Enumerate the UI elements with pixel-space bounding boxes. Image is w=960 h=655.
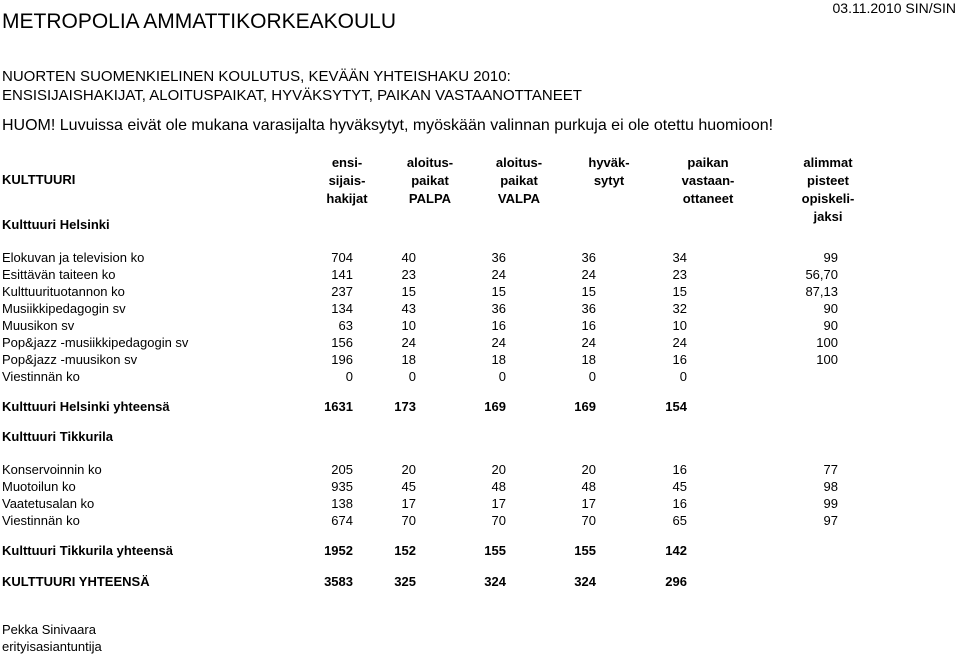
table-cell: 138 [331,496,353,511]
table-cell: 63 [338,318,353,333]
document-title: METROPOLIA AMMATTIKORKEAKOULU [2,10,397,33]
table-cell: 100 [816,335,838,350]
table-cell: 23 [672,267,687,282]
table-cell: 24 [491,335,506,350]
total-cell: 1952 [324,543,353,558]
column-header-2-line-2: paikat [411,173,449,188]
column-header-5-line-1: paikan [687,155,729,170]
table-cell: 0 [498,369,506,384]
table-cell: 36 [491,250,506,265]
table-cell: 16 [491,318,506,333]
column-header-1-line-1: ensi- [331,155,363,170]
row-label: Vaatetusalan ko [2,496,95,511]
table-cell: 141 [331,267,353,282]
table-cell: 24 [401,335,416,350]
table-cell: 0 [345,369,353,384]
section-heading: Kulttuuri Helsinki [2,217,110,232]
table-cell: 45 [672,479,687,494]
table-cell: 97 [823,513,838,528]
column-header-1-line-2: sijais- [328,173,366,188]
table-cell: 65 [672,513,687,528]
table-cell: 0 [588,369,596,384]
table-cell: 196 [331,352,353,367]
table-cell: 56,70 [805,267,838,282]
total-cell: 296 [665,574,687,589]
total-cell: 152 [394,543,416,558]
table-cell: 18 [581,352,596,367]
table-cell: 98 [823,479,838,494]
table-cell: 36 [491,301,506,316]
total-row-label: KULTTUURI YHTEENSÄ [2,574,150,589]
table-cell: 24 [581,335,596,350]
table-cell: 674 [331,513,353,528]
notice-text: HUOM! Luvuissa eivät ole mukana varasijalta hyväksytyt, myöskään valinnan purkuja ei ole otettu huomioon! [2,117,774,134]
table-cell: 100 [816,352,838,367]
table-cell: 87,13 [805,284,838,299]
total-cell: 3583 [324,574,353,589]
table-cell: 134 [331,301,353,316]
row-label: Muusikon sv [2,318,75,333]
table-cell: 205 [331,462,353,477]
row-label: Kulttuurituotannon ko [2,284,125,299]
column-header-5-line-2: vastaan- [681,173,735,188]
table-cell: 99 [823,496,838,511]
total-cell: 155 [574,543,596,558]
section-heading: Kulttuuri Tikkurila [2,429,113,444]
table-cell: 156 [331,335,353,350]
table-cell: 20 [401,462,416,477]
row-label: Musiikkipedagogin sv [2,301,126,316]
column-header-4-line-1: hyväk- [588,155,630,170]
column-header-3-line-3: VALPA [497,191,541,206]
column-header-2-line-1: aloitus- [406,155,454,170]
column-header-6-line-4: jaksi [813,209,843,224]
total-cell: 324 [484,574,506,589]
column-header-3-line-1: aloitus- [495,155,543,170]
total-cell: 169 [574,399,596,414]
table-cell: 17 [401,496,416,511]
table-cell: 16 [672,352,687,367]
author-name: Pekka Sinivaara [2,622,96,637]
table-cell: 0 [679,369,687,384]
table-cell: 70 [401,513,416,528]
table-cell: 90 [823,318,838,333]
table-cell: 24 [491,267,506,282]
column-header-6-line-1: alimmat [803,155,853,170]
total-row-label: Kulttuuri Tikkurila yhteensä [2,543,173,558]
table-cell: 704 [331,250,353,265]
column-header-6-line-3: opiskeli- [801,191,855,206]
table-cell: 24 [672,335,687,350]
table-cell: 48 [581,479,596,494]
table-cell: 18 [401,352,416,367]
total-cell: 1631 [324,399,353,414]
field-header: KULTTUURI [2,172,76,187]
table-cell: 10 [672,318,687,333]
table-cell: 15 [401,284,416,299]
table-cell: 36 [581,250,596,265]
table-cell: 20 [491,462,506,477]
total-cell: 154 [665,399,687,414]
table-cell: 16 [581,318,596,333]
table-cell: 15 [581,284,596,299]
table-cell: 237 [331,284,353,299]
author-role: erityisasiantuntija [2,639,102,654]
table-cell: 99 [823,250,838,265]
total-row-label: Kulttuuri Helsinki yhteensä [2,399,170,414]
column-header-5-line-3: ottaneet [682,191,734,206]
table-cell: 935 [331,479,353,494]
table-cell: 18 [491,352,506,367]
column-header-2-line-3: PALPA [408,191,452,206]
column-header-1-line-3: hakijat [326,191,368,206]
total-cell: 169 [484,399,506,414]
row-label: Pop&jazz -musiikkipedagogin sv [2,335,189,350]
table-cell: 16 [672,462,687,477]
total-cell: 325 [394,574,416,589]
table-cell: 70 [491,513,506,528]
table-cell: 15 [491,284,506,299]
document-date: 03.11.2010 SIN/SIN [832,0,956,16]
table-cell: 17 [581,496,596,511]
table-cell: 45 [401,479,416,494]
row-label: Muotoilun ko [2,479,76,494]
table-cell: 17 [491,496,506,511]
table-cell: 43 [401,301,416,316]
table-cell: 40 [401,250,416,265]
total-cell: 324 [574,574,596,589]
row-label: Pop&jazz -muusikon sv [2,352,138,367]
row-label: Viestinnän ko [2,369,80,384]
table-cell: 34 [672,250,687,265]
table-cell: 0 [408,369,416,384]
row-label: Konservoinnin ko [2,462,102,477]
table-cell: 20 [581,462,596,477]
total-cell: 155 [484,543,506,558]
table-cell: 90 [823,301,838,316]
table-cell: 48 [491,479,506,494]
subtitle-line-1: NUORTEN SUOMENKIELINEN KOULUTUS, KEVÄÄN YHTEISHAKU 2010: [2,68,511,85]
row-label: Elokuvan ja television ko [2,250,145,265]
table-cell: 70 [581,513,596,528]
column-header-3-line-2: paikat [500,173,538,188]
total-cell: 173 [394,399,416,414]
table-cell: 23 [401,267,416,282]
total-cell: 142 [665,543,687,558]
column-header-4-line-2: sytyt [593,173,625,188]
row-label: Esittävän taiteen ko [2,267,116,282]
column-header-6-line-2: pisteet [807,173,849,188]
table-cell: 16 [672,496,687,511]
table-cell: 36 [581,301,596,316]
row-label: Viestinnän ko [2,513,80,528]
table-cell: 77 [823,462,838,477]
table-cell: 24 [581,267,596,282]
table-cell: 15 [672,284,687,299]
table-cell: 10 [401,318,416,333]
subtitle-line-2: ENSISIJAISHAKIJAT, ALOITUSPAIKAT, HYVÄKSYTYT, PAIKAN VASTAANOTTANEET [2,87,582,104]
table-cell: 32 [672,301,687,316]
